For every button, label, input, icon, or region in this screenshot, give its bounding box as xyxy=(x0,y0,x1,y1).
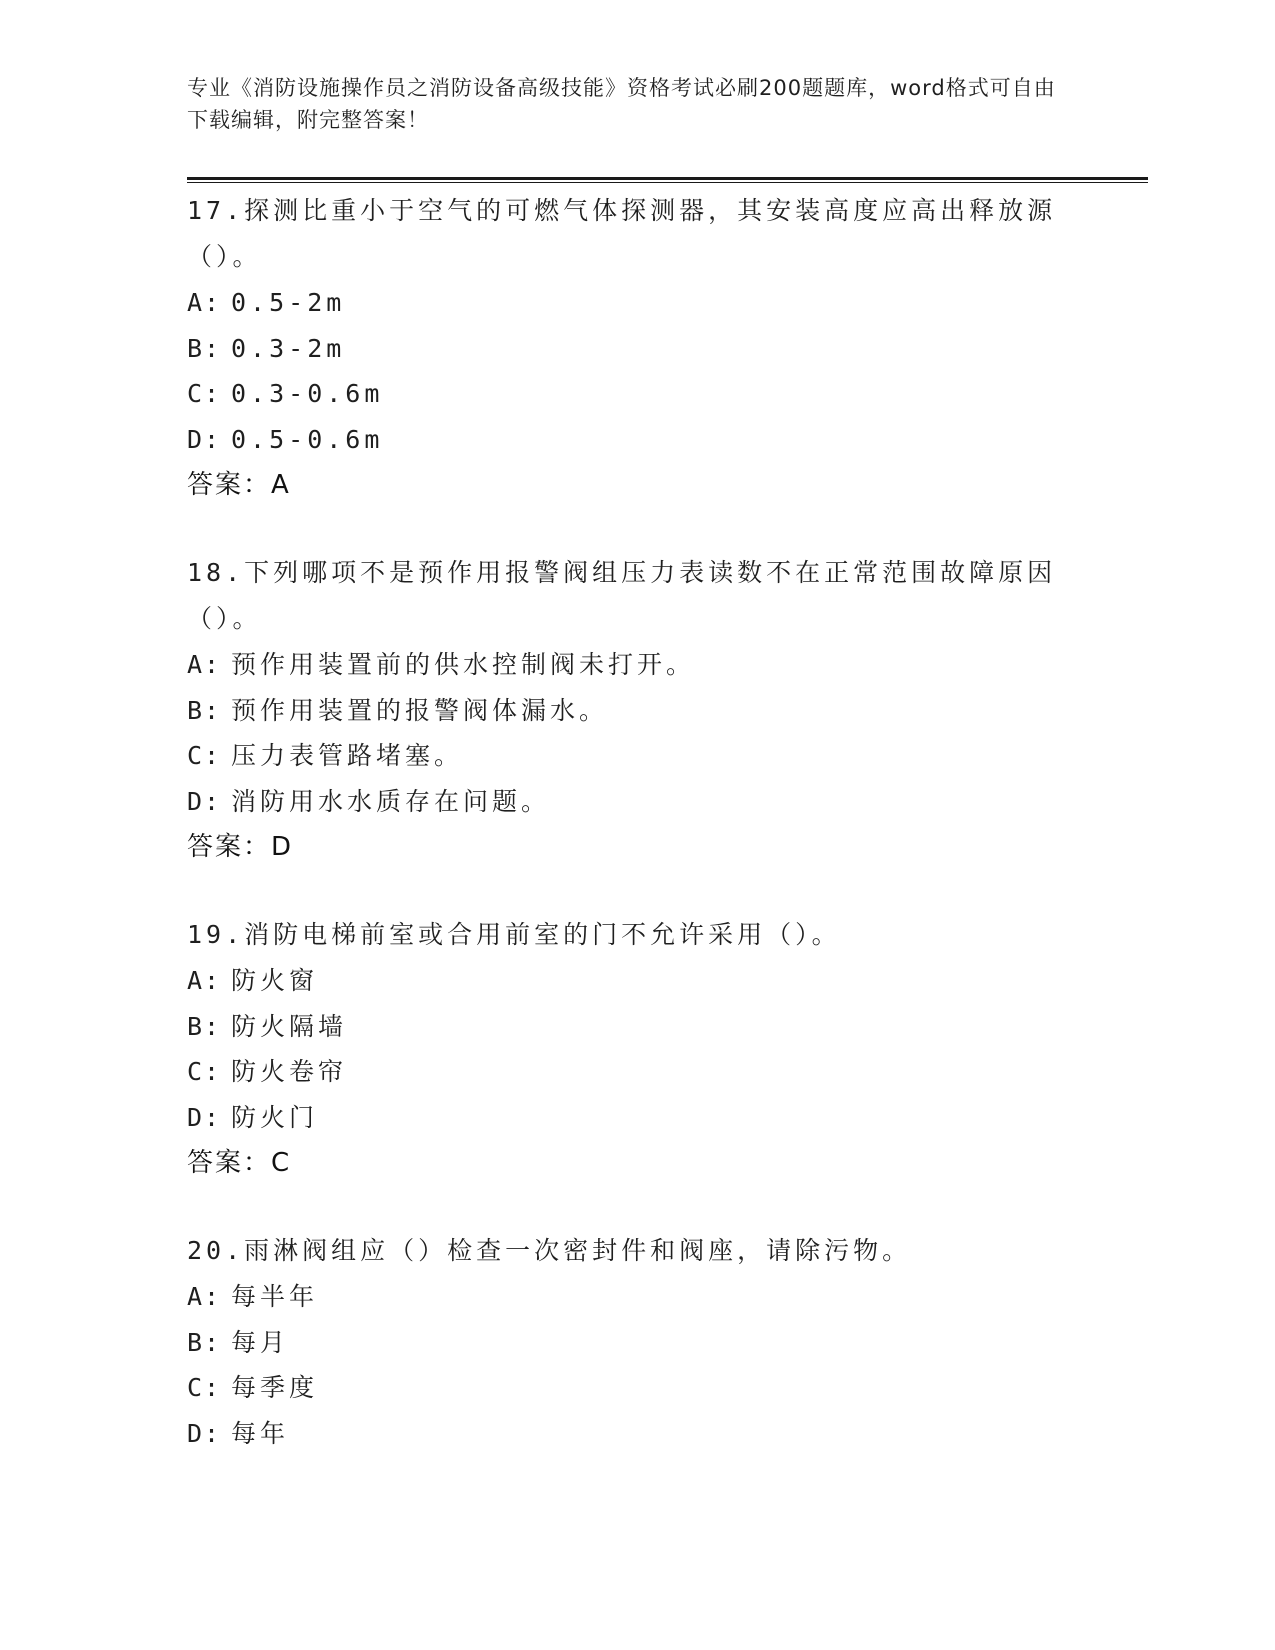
option-text: 预作用装置的报警阀体漏水。 xyxy=(231,695,609,725)
question-stem: 18.下列哪项不是预作用报警阀组压力表读数不在正常范围故障原因（）。 xyxy=(187,558,1057,633)
answer-line: 答案：D xyxy=(187,832,294,862)
option-b xyxy=(187,326,1077,372)
option-key: C: xyxy=(187,1057,222,1086)
option-a xyxy=(187,958,1077,1004)
answer-line: 答案：C xyxy=(187,1148,292,1178)
question-17 xyxy=(187,188,1077,508)
option-text: 0.5-2m xyxy=(231,288,346,317)
option-text: 每季度 xyxy=(231,1373,319,1402)
option-key: D: xyxy=(187,1102,222,1132)
option-text: 0.3-2m xyxy=(231,333,346,363)
question-list xyxy=(187,188,1077,1498)
question-stem: 19.消防电梯前室或合用前室的门不允许采用（）。 xyxy=(187,920,841,949)
option-b xyxy=(187,1320,1077,1366)
option-d xyxy=(187,1095,1077,1141)
option-d xyxy=(187,779,1077,825)
option-text: 0.5-0.6m xyxy=(231,424,384,454)
option-key: B: xyxy=(187,695,222,725)
document-intro: 专业《消防设施操作员之消防设备高级技能》资格考试必刷200题题库，word格式可自由下载编辑，附完整答案！ xyxy=(187,76,1056,132)
option-text: 每月 xyxy=(231,1327,290,1357)
option-text: 防火隔墙 xyxy=(231,1011,348,1041)
answer-line: 答案：A xyxy=(187,470,291,500)
option-key: A: xyxy=(187,966,222,995)
option-c xyxy=(187,371,1077,417)
option-b xyxy=(187,1004,1077,1050)
option-key: A: xyxy=(187,1282,222,1311)
option-key: C: xyxy=(187,1373,222,1402)
option-text: 每半年 xyxy=(231,1282,319,1311)
option-key: B: xyxy=(187,1011,222,1041)
option-text: 压力表管路堵塞。 xyxy=(231,741,464,770)
option-key: B: xyxy=(187,1327,222,1357)
option-key: A: xyxy=(187,288,222,317)
option-text: 消防用水水质存在问题。 xyxy=(231,786,551,816)
option-text: 0.3-0.6m xyxy=(231,379,384,408)
option-key: D: xyxy=(187,424,222,454)
option-d xyxy=(187,1411,1077,1457)
option-key: A: xyxy=(187,650,222,679)
header-divider-thin xyxy=(187,182,1148,183)
option-text: 预作用装置前的供水控制阀未打开。 xyxy=(231,650,696,679)
question-19 xyxy=(187,912,1077,1186)
option-text: 每年 xyxy=(231,1418,290,1448)
option-text: 防火卷帘 xyxy=(231,1057,348,1086)
option-c xyxy=(187,1365,1077,1411)
option-c xyxy=(187,1049,1077,1095)
option-key: B: xyxy=(187,333,222,363)
question-stem: 20.雨淋阀组应（）检查一次密封件和阀座，请除污物。 xyxy=(187,1236,912,1265)
option-d xyxy=(187,417,1077,463)
option-a xyxy=(187,1274,1077,1320)
option-c xyxy=(187,733,1077,779)
question-20 xyxy=(187,1228,1077,1456)
option-text: 防火门 xyxy=(231,1102,319,1132)
option-text: 防火窗 xyxy=(231,966,319,995)
option-a xyxy=(187,642,1077,688)
header-divider-thick xyxy=(187,177,1148,180)
question-18 xyxy=(187,550,1077,870)
option-a xyxy=(187,280,1077,326)
option-key: D: xyxy=(187,1418,222,1448)
option-key: D: xyxy=(187,786,222,816)
question-stem: 17.探测比重小于空气的可燃气体探测器，其安装高度应高出释放源（）。 xyxy=(187,196,1057,271)
option-b xyxy=(187,688,1077,734)
option-key: C: xyxy=(187,741,222,770)
option-key: C: xyxy=(187,379,222,408)
